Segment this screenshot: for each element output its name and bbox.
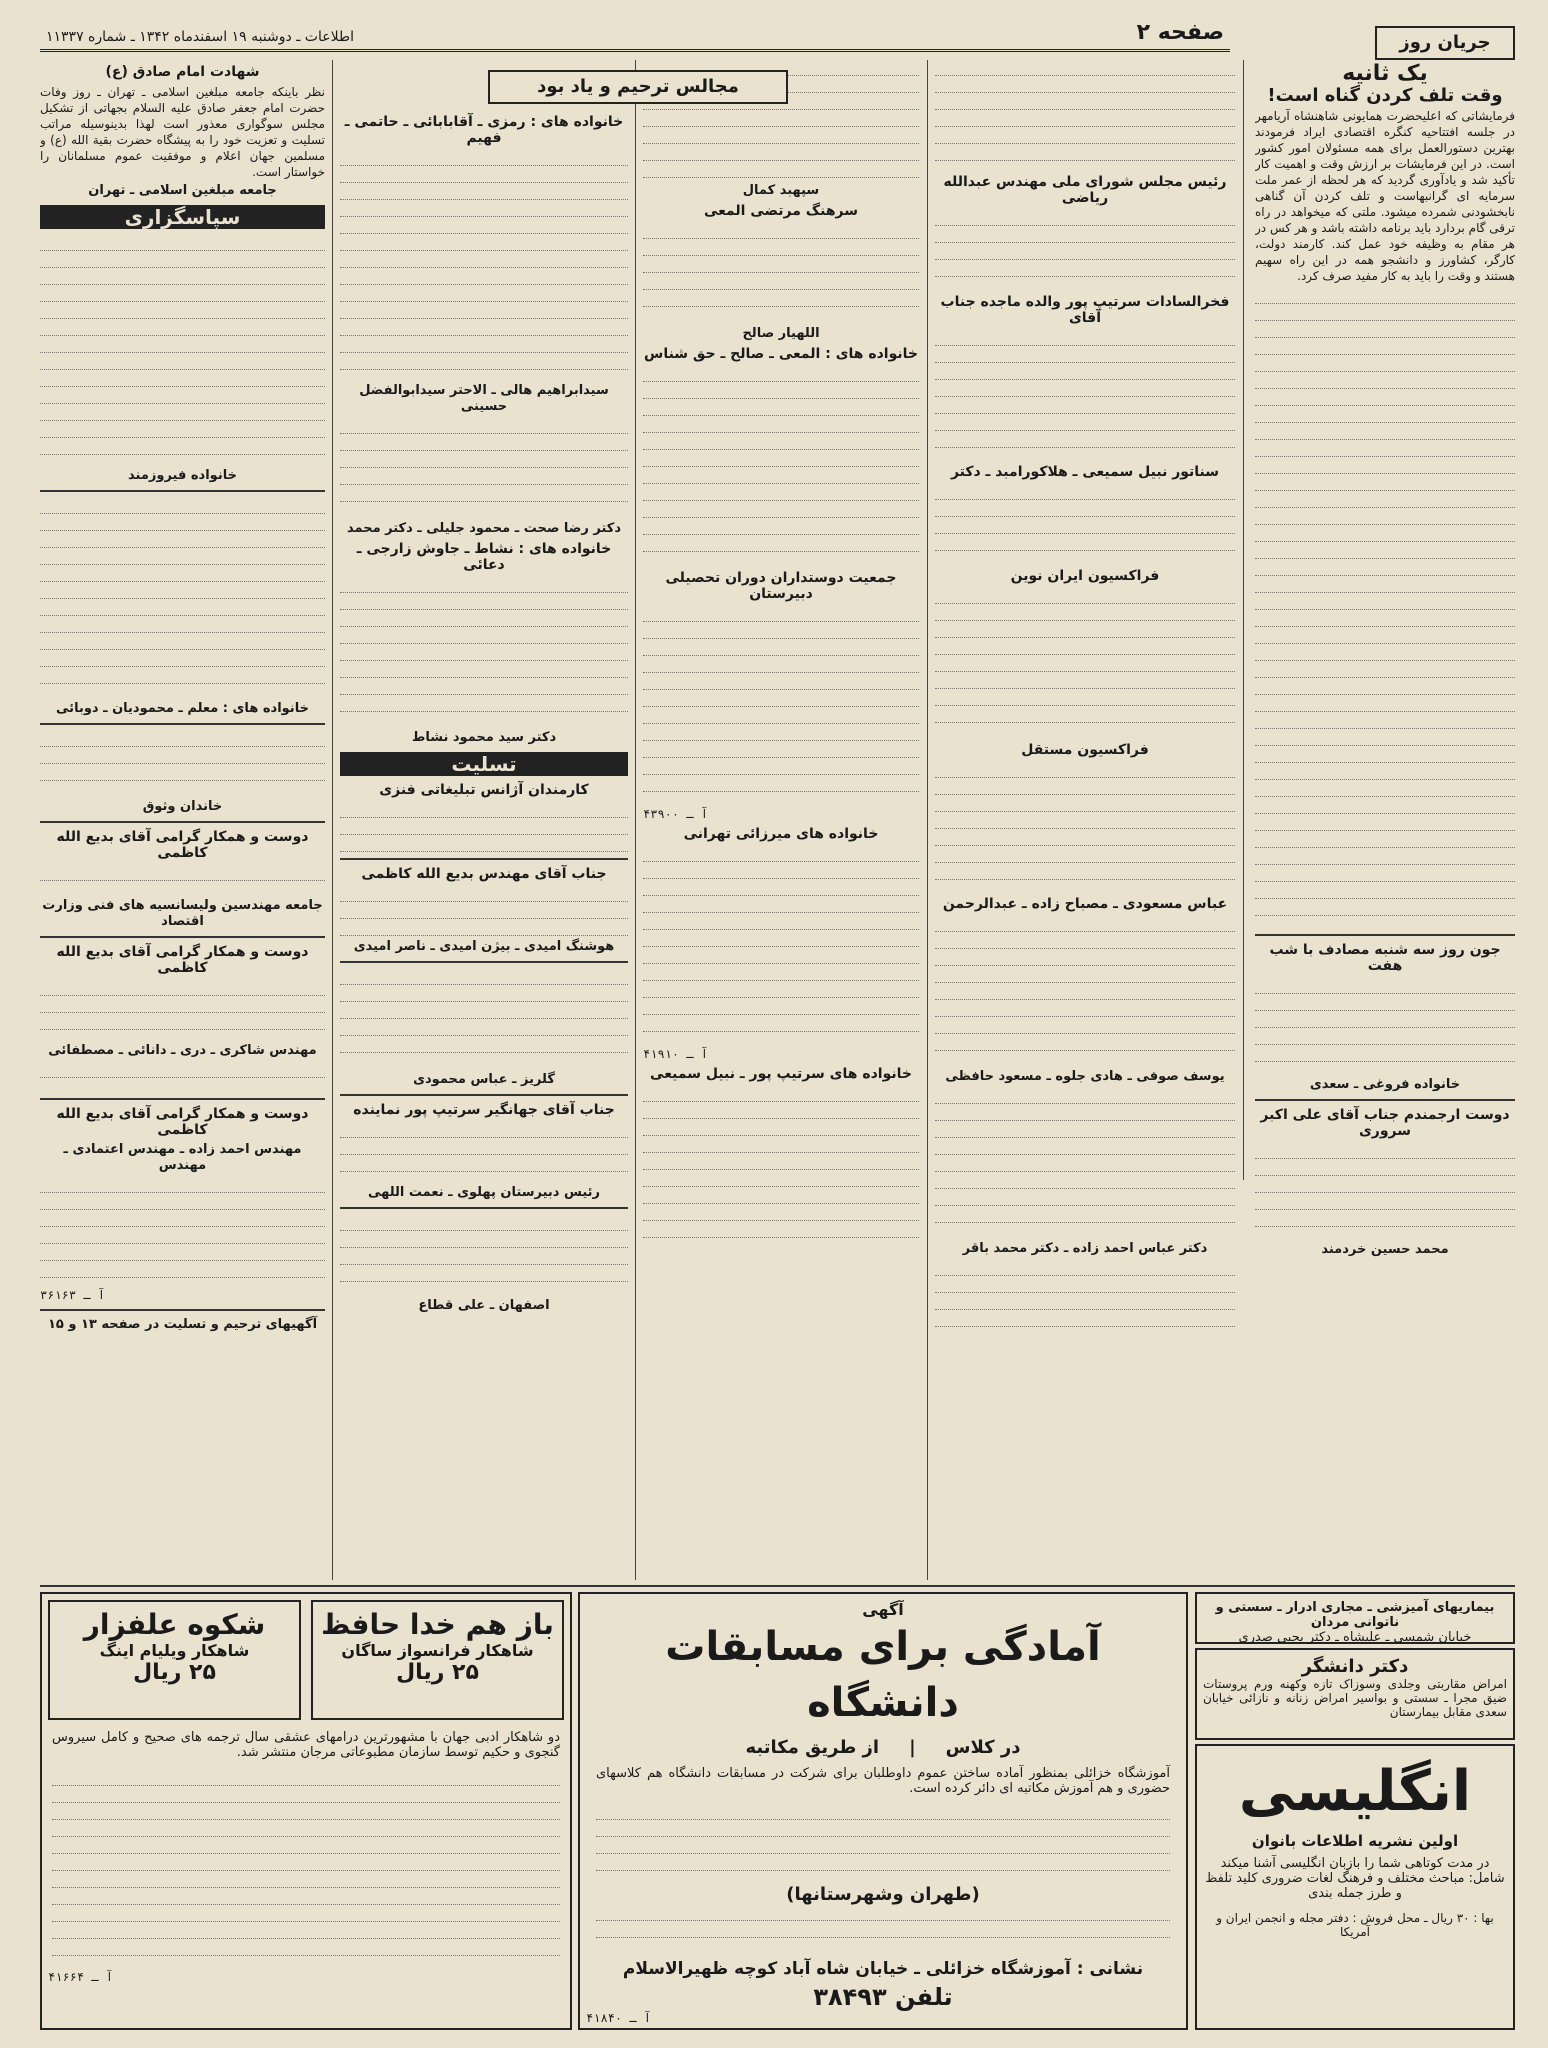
ad-english-subtitle: اولین نشریه اطلاعات بانوان: [1251, 1832, 1459, 1850]
ad-code: آ ـ ۴۳۹۰۰: [643, 807, 709, 821]
notice-title: جون روز سه شنبه مصادف با شب هفت: [1269, 942, 1501, 974]
ad-book-1-subtitle: شاهکار فرانسواز ساگان: [341, 1641, 534, 1660]
page-header: [40, 12, 1230, 52]
notice-body: نظر باینکه جامعه مبلغین اسلامی ـ تهران ـ روز وفات حضرت امام جعفر صادق علیه السلام بجهاتی از تشکیل مجلس سوگواری معذور است لهذا بدینوسیله مراتب تسلیت و تعزیت خود را به پیشگاه حضرت بقیة الله (ع) و مسلمین جهان اعلام و موفقیت عموم مسلمانان را خواستار است.: [40, 85, 325, 179]
ad-university-option-mail: از طریق مکاتبه: [745, 1737, 880, 1758]
ad-clinic-address: خیابان شمسی ـ علیشاه ـ دکتر یحیی صدری: [1238, 1630, 1472, 1645]
ad-book-1-price: ۲۵ ریال: [396, 1660, 479, 1685]
memorial-banner: مجالس ترحیم و یاد بود: [488, 70, 788, 104]
ad-doctor: [1195, 1648, 1515, 1740]
memorial-column-center: [643, 60, 919, 1580]
notice-signature: گلریز ـ عباس محمودی: [413, 1072, 555, 1087]
editorial-rubric: جریان روز: [1375, 26, 1515, 60]
notice-heading: جمعیت دوستداران دوران تحصیلی دبیرستان: [665, 570, 897, 602]
condolence-banner: تسلیت: [340, 752, 628, 776]
ad-book-2-price: ۲۵ ریال: [133, 1660, 216, 1685]
ad-book-2-title: شکوه علفزار: [83, 1608, 266, 1641]
notice-heading: سرهنگ مرتضی المعی: [703, 203, 859, 219]
notice-heading: فخرالسادات سرتیپ پور والده ماجده جناب آقای: [940, 294, 1230, 326]
page-number: صفحه ۲: [1136, 20, 1224, 45]
notice-text-lines: [1255, 978, 1515, 1074]
ad-university-option-class: در کلاس: [945, 1737, 1021, 1758]
ad-university-address: نشانی : آموزشگاه خزائلی ـ خیابان شاه آباد کوچه ظهیرالاسلام: [622, 1959, 1144, 1979]
notice-heading: جناب آقای مهندس بدیع الله کاظمی: [361, 866, 607, 882]
ad-english-body: در مدت کوتاهی شما را بازبان انگلیسی آشنا میکند شامل: مباحث مختلف و فرهنگ لغات ضروری کلید تلفظ و طرز جمله بندی: [1205, 1856, 1505, 1901]
ad-code: آ ـ ۴۱۸۴۰: [586, 2011, 652, 2025]
notice-heading: رئیس مجلس شورای ملی مهندس عبدالله ریاضی: [943, 174, 1227, 206]
footnote: آگهیهای ترحیم و تسلیت در صفحه ۱۳ و ۱۵: [47, 1317, 318, 1332]
memorial-column-4: [340, 110, 628, 1580]
ads-rule: [40, 1585, 1515, 1587]
notice-signature: خانواده فیروزمند: [128, 468, 237, 483]
ad-english-price: بها : ۳۰ ریال ـ محل فروش : دفتر مجله و انجمن ایران و آمریکا: [1216, 1911, 1494, 1939]
editorial-subheadline: وقت تلف کردن گناه است!: [1267, 85, 1503, 106]
notice-heading: خانواده های سرتیپ پور ـ نبیل سمیعی: [650, 1066, 912, 1082]
ad-doctor-text: امراض مقاربتی وجلدی وسوزاک تازه وکهنه ورم پروستات ضیق مجرا ـ سستی و بواسیر امراض زنانه و نازائی خیابان سعدی مقابل بیمارستان: [1203, 1677, 1507, 1719]
ad-university-cities: (طهران وشهرستانها): [786, 1884, 980, 1905]
editorial-headline: یک ثانیه: [1342, 61, 1428, 86]
column-rule: [927, 60, 928, 1580]
ad-english-title: انگلیسی: [1238, 1759, 1472, 1824]
notice-heading: شهادت امام صادق (ع): [105, 64, 260, 80]
notice-heading: عباس مسعودی ـ مصباح زاده ـ عبدالرحمن: [942, 896, 1228, 912]
memorial-column-2: [935, 60, 1235, 1580]
ad-code: آ ـ ۴۱۶۶۴: [48, 1970, 114, 1984]
ad-book-2-subtitle: شاهکار ویلیام اینگ: [99, 1641, 250, 1660]
ad-code: آ ـ ۴۱۹۱۰: [643, 1047, 709, 1061]
notice-signature: خاندان وثوق: [142, 799, 223, 814]
notice-heading: خانواده های : رمزی ـ آقابابائی ـ حاتمی ـ فهیم: [344, 114, 624, 146]
notice-heading: خانواده های میرزائی تهرانی: [683, 826, 879, 842]
notice-heading: سناتور نبیل سمیعی ـ هلاکورامبد ـ دکتر: [950, 464, 1220, 480]
notice-signature: محمد حسین خردمند: [1321, 1242, 1449, 1257]
notice-signature: خانواده فروغی ـ سعدی: [1309, 1077, 1461, 1092]
ad-code: آ ـ ۳۶۱۶۳: [40, 1288, 106, 1302]
notice-signature: یوسف صوفی ـ هادی جلوه ـ مسعود حافظی: [945, 1069, 1225, 1084]
ad-university: آگهی آمادگی برای مسابقات دانشگاه در کلاس | از طریق مکاتبه آموزشگاه خزائلی بمنظور آماده ساختن عموم داوطلبان برای شرکت در مسابقات دانشگاه هم کلاسهای حضوری و هم آموزش مکاتبه ای دائر کرده است. (طهران وشهرستانها) نشانی : آموزشگاه خزائلی ـ خیابان شاه آباد کوچه ظهیرالاسلام تلفن ۳۸۴۹۳ آ ـ ۴۱۸۴۰: [578, 1592, 1188, 2030]
notice-signature: سیدابراهیم هالی ـ الاحتر سیدابوالفضل حسینی: [359, 383, 609, 414]
notice-heading: جناب آقای جهانگیر سرتیپ پور نماینده: [353, 1102, 615, 1118]
gratitude-banner: سپاسگزاری: [40, 205, 325, 229]
ad-doctor-name: دکتر دانشگر: [1301, 1656, 1409, 1677]
notice-signature: هوشنگ امیدی ـ بیژن امیدی ـ ناصر امیدی: [353, 939, 615, 954]
ad-university-body: آموزشگاه خزائلی بمنظور آماده ساختن عموم داوطلبان برای شرکت در مسابقات دانشگاه هم کلاسهای حضوری و هم آموزش مکاتبه ای دائر کرده است.: [596, 1766, 1170, 1796]
notice-heading: دوست و همکار گرامی آقای بدیع الله کاظمی: [56, 1106, 309, 1138]
ad-books: [40, 1592, 572, 2030]
column-rule: [1243, 60, 1244, 1180]
notice-signature: خانواده های : معلم ـ محمودیان ـ دوبائی: [56, 701, 309, 716]
editorial-text-lines: [1255, 288, 1515, 928]
notice-heading: خانواده های : المعی ـ صالح ـ حق شناس: [644, 346, 918, 362]
column-rule: [332, 60, 333, 1580]
notice-signature: سپهبد کمال: [742, 183, 820, 198]
ad-book-2: [48, 1600, 301, 1720]
notice-signature: جامعه مهندسین ولیسانسیه های فنی وزارت اقتصاد: [42, 898, 323, 929]
ad-books-body: دو شاهکار ادبی جهان با مشهورترین درامهای عشقی سال ترجمه های صحیح و کامل سیروس گنجوی و حکیم توسط سازمان مطبوعاتی مرجان منتشر شد.: [52, 1730, 560, 1760]
notice-signature: دکتر رضا صحت ـ محمود جلیلی ـ دکتر محمد: [346, 521, 621, 536]
notice-heading: فراکسیون مستقل: [1021, 742, 1149, 758]
ad-university-title: آمادگی برای مسابقات دانشگاه: [665, 1624, 1101, 1726]
ad-clinic-title: بیماریهای آمیزشی ـ مجاری ادرار ـ سستی و ناتوانی مردان: [1215, 1600, 1495, 1630]
column-rule: [635, 60, 636, 1580]
ad-english: [1195, 1744, 1515, 2030]
editorial-column: [1255, 20, 1515, 1580]
issue-meta: اطلاعات ـ دوشنبه ۱۹ اسفندماه ۱۳۴۲ ـ شماره ۱۱۳۳۷: [46, 29, 354, 45]
notice-heading: کارمندان آژانس تبلیغاتی فنزی: [379, 782, 589, 798]
notice-text-lines: [1255, 1143, 1515, 1239]
memorial-column-left: [40, 60, 325, 1580]
notice-signature: مهندس احمد زاده ـ مهندس اعتمادی ـ مهندس: [63, 1142, 302, 1173]
notice-signature: مهندس شاکری ـ دری ـ دانائی ـ مصطفائی: [48, 1043, 317, 1058]
ad-university-phone: تلفن ۳۸۴۹۳: [813, 1983, 953, 2011]
notice-heading: دوست و همکار گرامی آقای بدیع الله کاظمی: [56, 829, 309, 861]
notice-heading: دوست و همکار گرامی آقای بدیع الله کاظمی: [56, 944, 309, 976]
ad-clinic: [1195, 1592, 1515, 1644]
notice-signature: رئیس دبیرستان پهلوی ـ نعمت اللهی: [367, 1185, 601, 1200]
notice-signature: دکتر عباس احمد زاده ـ دکتر محمد باقر: [962, 1241, 1208, 1256]
notice-signature: اصفهان ـ علی قطاع: [418, 1298, 550, 1313]
notice-signature: دکتر سید محمود نشاط: [411, 730, 557, 745]
notice-title: دوست ارجمندم جناب آقای علی اکبر سروری: [1260, 1107, 1510, 1139]
ad-university-label: آگهی: [862, 1600, 904, 1619]
ad-book-1: [311, 1600, 564, 1720]
notice-heading: فراکسیون ایران نوین: [1010, 568, 1160, 584]
notice-signature: اللهیار صالح: [742, 326, 820, 341]
notice-signature: جامعه مبلغین اسلامی ـ تهران: [88, 183, 277, 198]
editorial-body: فرمایشاتی که اعلیحضرت همایونی شاهنشاه آریامهر در جلسه افتتاحیه کنگره اقتصادی ایراد فرمودند بهترین دستورالعمل برای همه مسئولان امور کشور است. در این فرمایشات بر ارزش وقت و اهمیت کار تأکید شد و یادآوری گردید که هر لحظه از عمر ملت سرمایه ای گرانبهاست و تلف کردن آن گناهی نابخشودنی شمرده میشود. ملتی که میخواهد در راه ترقی گام بردارد باید برنامه داشته باشد و هر کس در هر مقام به وظیفه خود عمل کند. کارمند دولت، کارگر، کشاورز و دانشجو همه در این راه سهیم هستند و وقت را باید به کار مفید صرف کرد.: [1255, 109, 1515, 283]
notice-heading: خانواده های : نشاط ـ جاوش زارجی ـ دعائی: [356, 541, 612, 573]
ad-book-1-title: باز هم خدا حافظ: [321, 1608, 554, 1641]
